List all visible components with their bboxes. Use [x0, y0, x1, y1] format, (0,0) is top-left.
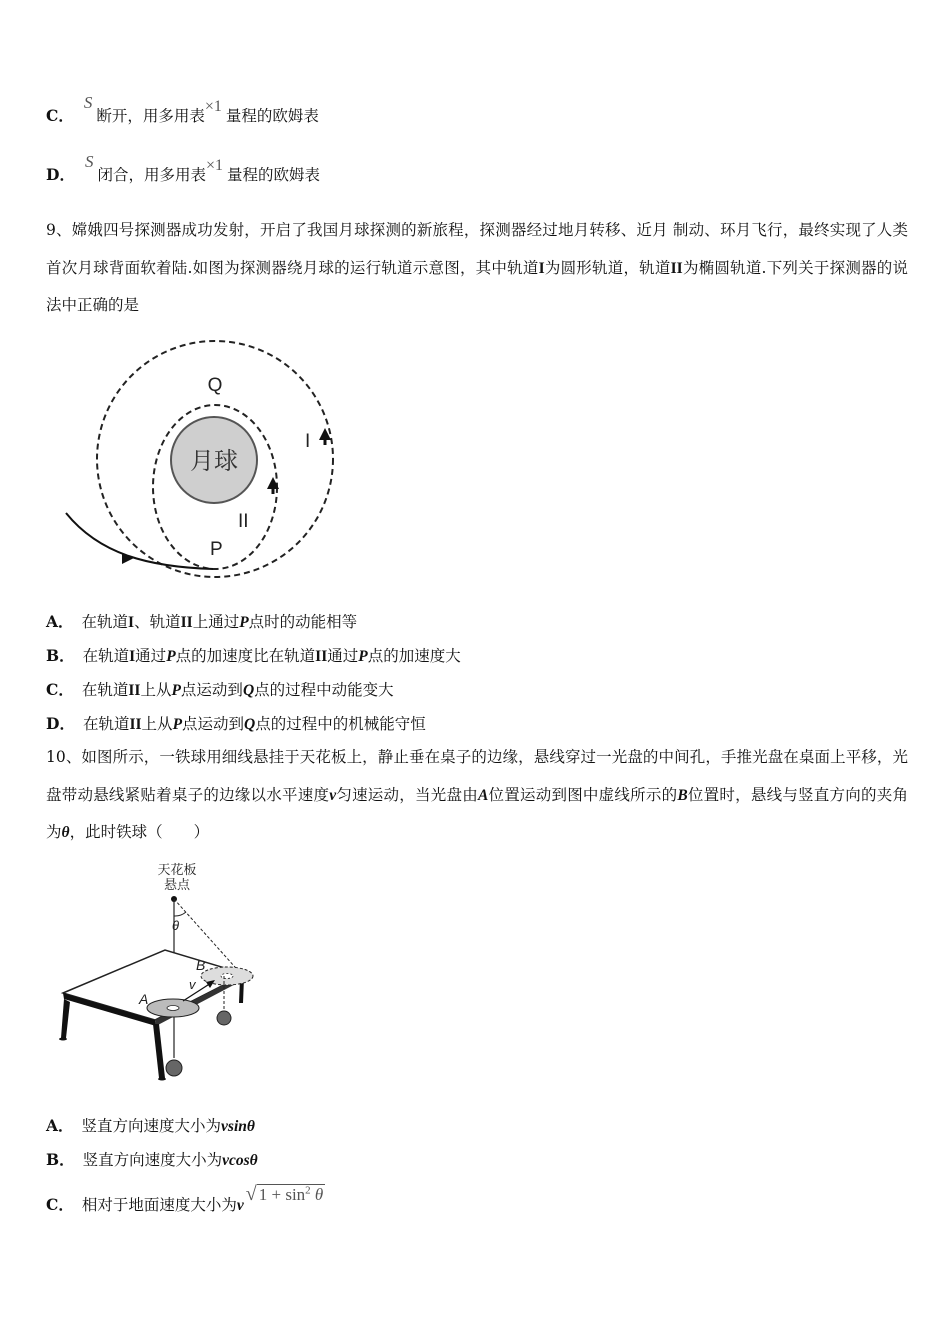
option-label: D．	[46, 714, 75, 733]
option-label: C．	[46, 106, 74, 125]
orbit-diagram	[60, 335, 360, 595]
switch-symbol: S	[84, 152, 94, 171]
q10-option-c: C． 相对于地面速度大小为v√ $1 + \sin^2 \theta$	[46, 1183, 324, 1214]
switch-symbol: S	[83, 93, 93, 112]
sqrt-expression: √ $1 + \sin^2 \theta$	[245, 1183, 324, 1205]
option-label: C．	[46, 680, 74, 699]
q8-option-d	[46, 152, 321, 185]
option-text: 断开，用多用表	[96, 107, 205, 125]
orbit-ii-label: II	[238, 511, 249, 532]
ceiling-label: 天花板	[157, 862, 197, 877]
option-label: B．	[46, 646, 75, 665]
q9-option-a: A． 在轨道I、轨道II上通过P点时的动能相等	[46, 612, 358, 631]
theta-label: θ	[172, 918, 180, 933]
multiplier: ×1	[204, 98, 222, 115]
orbit-i-label: I	[305, 431, 311, 452]
q9-option-d: D． 在轨道II上从P点运动到Q点的过程中的机械能守恒	[46, 714, 426, 733]
option-label: B．	[46, 1150, 75, 1169]
approach-trajectory	[66, 513, 213, 569]
option-label: C．	[46, 1195, 74, 1214]
pivot-label: 悬点	[163, 877, 191, 892]
trajectory-arrow	[122, 553, 134, 564]
point-p-label: P	[210, 539, 223, 560]
q9-option-b: B． 在轨道I通过P点的加速度比在轨道II通过P点的加速度大	[46, 646, 461, 665]
option-text: 量程的欧姆表	[225, 107, 319, 125]
position-b-label: B	[196, 957, 206, 973]
q8-option-c	[46, 93, 319, 126]
q10-option-b: B． 竖直方向速度大小为vcosθ	[46, 1150, 258, 1169]
ball-b	[217, 1011, 231, 1025]
pendulum-table-diagram	[55, 858, 265, 1088]
q9-option-c: C． 在轨道II上从P点运动到Q点的过程中动能变大	[46, 680, 394, 699]
position-a-label: A	[139, 991, 149, 1007]
moon-label: 月球	[190, 448, 238, 475]
multiplier: ×1	[205, 157, 223, 174]
q10-option-a: A． 竖直方向速度大小为vsinθ	[46, 1116, 255, 1135]
q10-stem: 10、如图所示，一铁球用细线悬挂于天花板上，静止垂在桌子的边缘，悬线穿过一光盘的中间孔，手推光盘在桌面上平移，光盘带动悬线紧贴着桌子的边缘以水平速度v匀速运动，当光盘由A位置运动到图中虚线所示的B位置时，悬线与竖直方向的夹角为θ，此时铁球（ ）	[46, 748, 908, 841]
point-q-label: Q	[207, 375, 223, 396]
q9-stem: 9、嫦娥四号探测器成功发射，开启了我国月球探测的新旅程，探测器经过地月转移、近月 制动、环月飞行，最终实现了人类首次月球背面软着陆.如图为探测器绕月球的运行轨道示意图，其中轨道I为圆形轨道，轨道II为椭圆轨道.下列关于探测器的说法中正确的是	[46, 221, 908, 314]
ball-a	[166, 1060, 182, 1076]
option-text: 量程的欧姆表	[227, 166, 321, 184]
option-label: A．	[46, 612, 74, 631]
velocity-label: v	[189, 977, 196, 992]
option-label: D．	[46, 165, 75, 184]
option-text: 闭合，用多用表	[97, 166, 206, 184]
option-label: A．	[46, 1116, 74, 1135]
